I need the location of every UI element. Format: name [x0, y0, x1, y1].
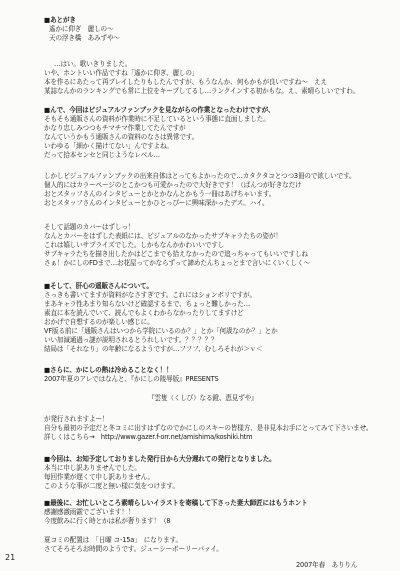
text-line: ■そして、肝心の遥販さんについて。 — [44, 282, 153, 290]
text-line: ■んで、今回はビジュアルファンブックを見ながらの作業となったわけですが、 — [44, 106, 275, 114]
text-line: しかしビジュアルファンブックの出来自体はとってもよかったので…カタクタコとつつ3冊ので欲しいです。 — [44, 172, 356, 180]
text-line: …はい。歌いきりました。 — [54, 60, 132, 68]
text-line: 『雲隻（くしび）なる鐙、恵見ずや』 — [148, 394, 258, 402]
text-line: なんとカバーをはずした表紙には、ビジュアルのなかったサブキャラたちの姿が！ — [44, 232, 282, 240]
text-line: 2007年夏のアレではなんと、『かにしの陵辱版』PRESENTS — [44, 375, 219, 383]
text-line: さっきも書いてますが資料がなさすぎです。これにはションボリですが。 — [44, 291, 256, 299]
text-line: なんていうかもう通販さんの資料のなさは異常です。 — [44, 133, 199, 141]
text-line: 素直に本を読んでいて、読んでもよくわからなかったりしてますけど — [44, 309, 244, 317]
text-line: おかげで自想するのが楽しい感じに。 — [44, 318, 154, 326]
text-line: ■さらに、かにしの熱は冷めることなく！！ — [44, 366, 173, 374]
text-line: いわゆる「細かく描けてない」んですよね。 — [44, 142, 173, 150]
text-line: ■最後に、お忙しいところ素晴らしいイラストを寄稿して下さった妻大師匠にはもうホント — [44, 499, 308, 507]
text-line: かなり忠しみつつもチマチマ作業してたんですが — [44, 124, 186, 132]
text-line: そして話題のカバーはずしっ！ — [44, 223, 135, 231]
text-line: さぁ！かにしのFDまで…お花屋ってかならずって諦めたんちょっとまで言いにくいくしく〜 — [44, 259, 310, 267]
text-line: 詳しくはこちら→ http://www.gazer.f-orr.net/amishima/koshiki.htm — [44, 433, 253, 441]
text-line: ■あとがき — [44, 16, 76, 24]
text-line: 今度飲みに行く時とかは私が奢ります！（8 — [44, 517, 171, 525]
text-line: 天の浮き橋 あみずや〜 — [49, 34, 120, 42]
text-line: が発行されますよー！ — [44, 415, 109, 423]
text-line: 感謝感激雨霰でございます！！ — [44, 508, 135, 516]
text-line: おとスタッフさんのインタビューとかとかなんとかもう一冊はあげちゃいます。 — [44, 190, 276, 198]
text-line: さてそろそろお時間のようです。ジューシーポーリーバァイ。 — [44, 545, 223, 553]
text-line: そもそも通販さんの資料が作業時に不足しているという事態に直面しました。 — [44, 115, 270, 123]
text-line: 某誌なんかのランキングでも常に上位をキープしてるし…ランクインする初かもな。え、素晴らしいですわ。 — [44, 87, 359, 95]
text-line: おとスタッフさんのインタビューとかひとっぴーに興味深かったデス。ハイ。 — [44, 199, 269, 207]
text-line: 自分も最初の予定だと冬コミに出すはずなのでかにしのスキーの皆様方、是非見本お手にとってみて下さいませ。 — [44, 424, 373, 432]
text-line: 毎回作業が遅くて申し訳ありません。 — [44, 473, 154, 481]
text-line: 結局は「それなり」の年齢になるようですが…フフフ、むしろそれが＞ｖ＜ — [44, 345, 263, 353]
text-line: いい加減通過っ謎が説明されるとうれしいです。？？？？？ — [44, 336, 218, 344]
text-line: ■今回は、お知予定しておりました発行日から大分遅れての発行となりました。 — [44, 455, 276, 463]
text-line: このような事が二度と無い様に気をつけます。 — [44, 482, 179, 490]
text-line: 個人的にはカラーページのとこかつも可愛かったので大好きです！（ぱんつが好きなだけ — [44, 181, 302, 189]
text-line: 遙かに仰ぎ 麗しの〜 — [49, 25, 114, 33]
text-line: 本当に申し訳ありませんでした。 — [44, 464, 141, 472]
text-line: これは嬉しいサプライズでした。しかもなんかかわいいですし — [44, 241, 225, 249]
page-number: 21 — [5, 553, 16, 562]
text-line: いや、ホントいい作品ですね「遙かに仰ぎ、麗しの」 — [44, 69, 199, 77]
text-line: まあキャラ性あまり知らないけど確認するまで、ちょっと難しかった… — [44, 300, 251, 308]
text-line: サブキャラたちを描き出したかはどこまでも拾えなかったので追っちゃってもいいですしね — [44, 250, 308, 258]
text-line: 2007年春 ありりん — [296, 561, 358, 569]
text-line: VF版る前に「通販さんはいつから学院にいるのか？」とか「何歳なのか？」とか — [44, 327, 278, 335]
text-line: 夏コミの配置は 「日曜 コ-15a」 になります。 — [44, 536, 182, 544]
text-line: 本を作るにあたって再プレイしたりもしたんですが、もうなんか、何もかもが良いですね〜 ええ — [44, 78, 327, 86]
text-line: だって拾本センセと同じようなレベル… — [44, 151, 160, 159]
